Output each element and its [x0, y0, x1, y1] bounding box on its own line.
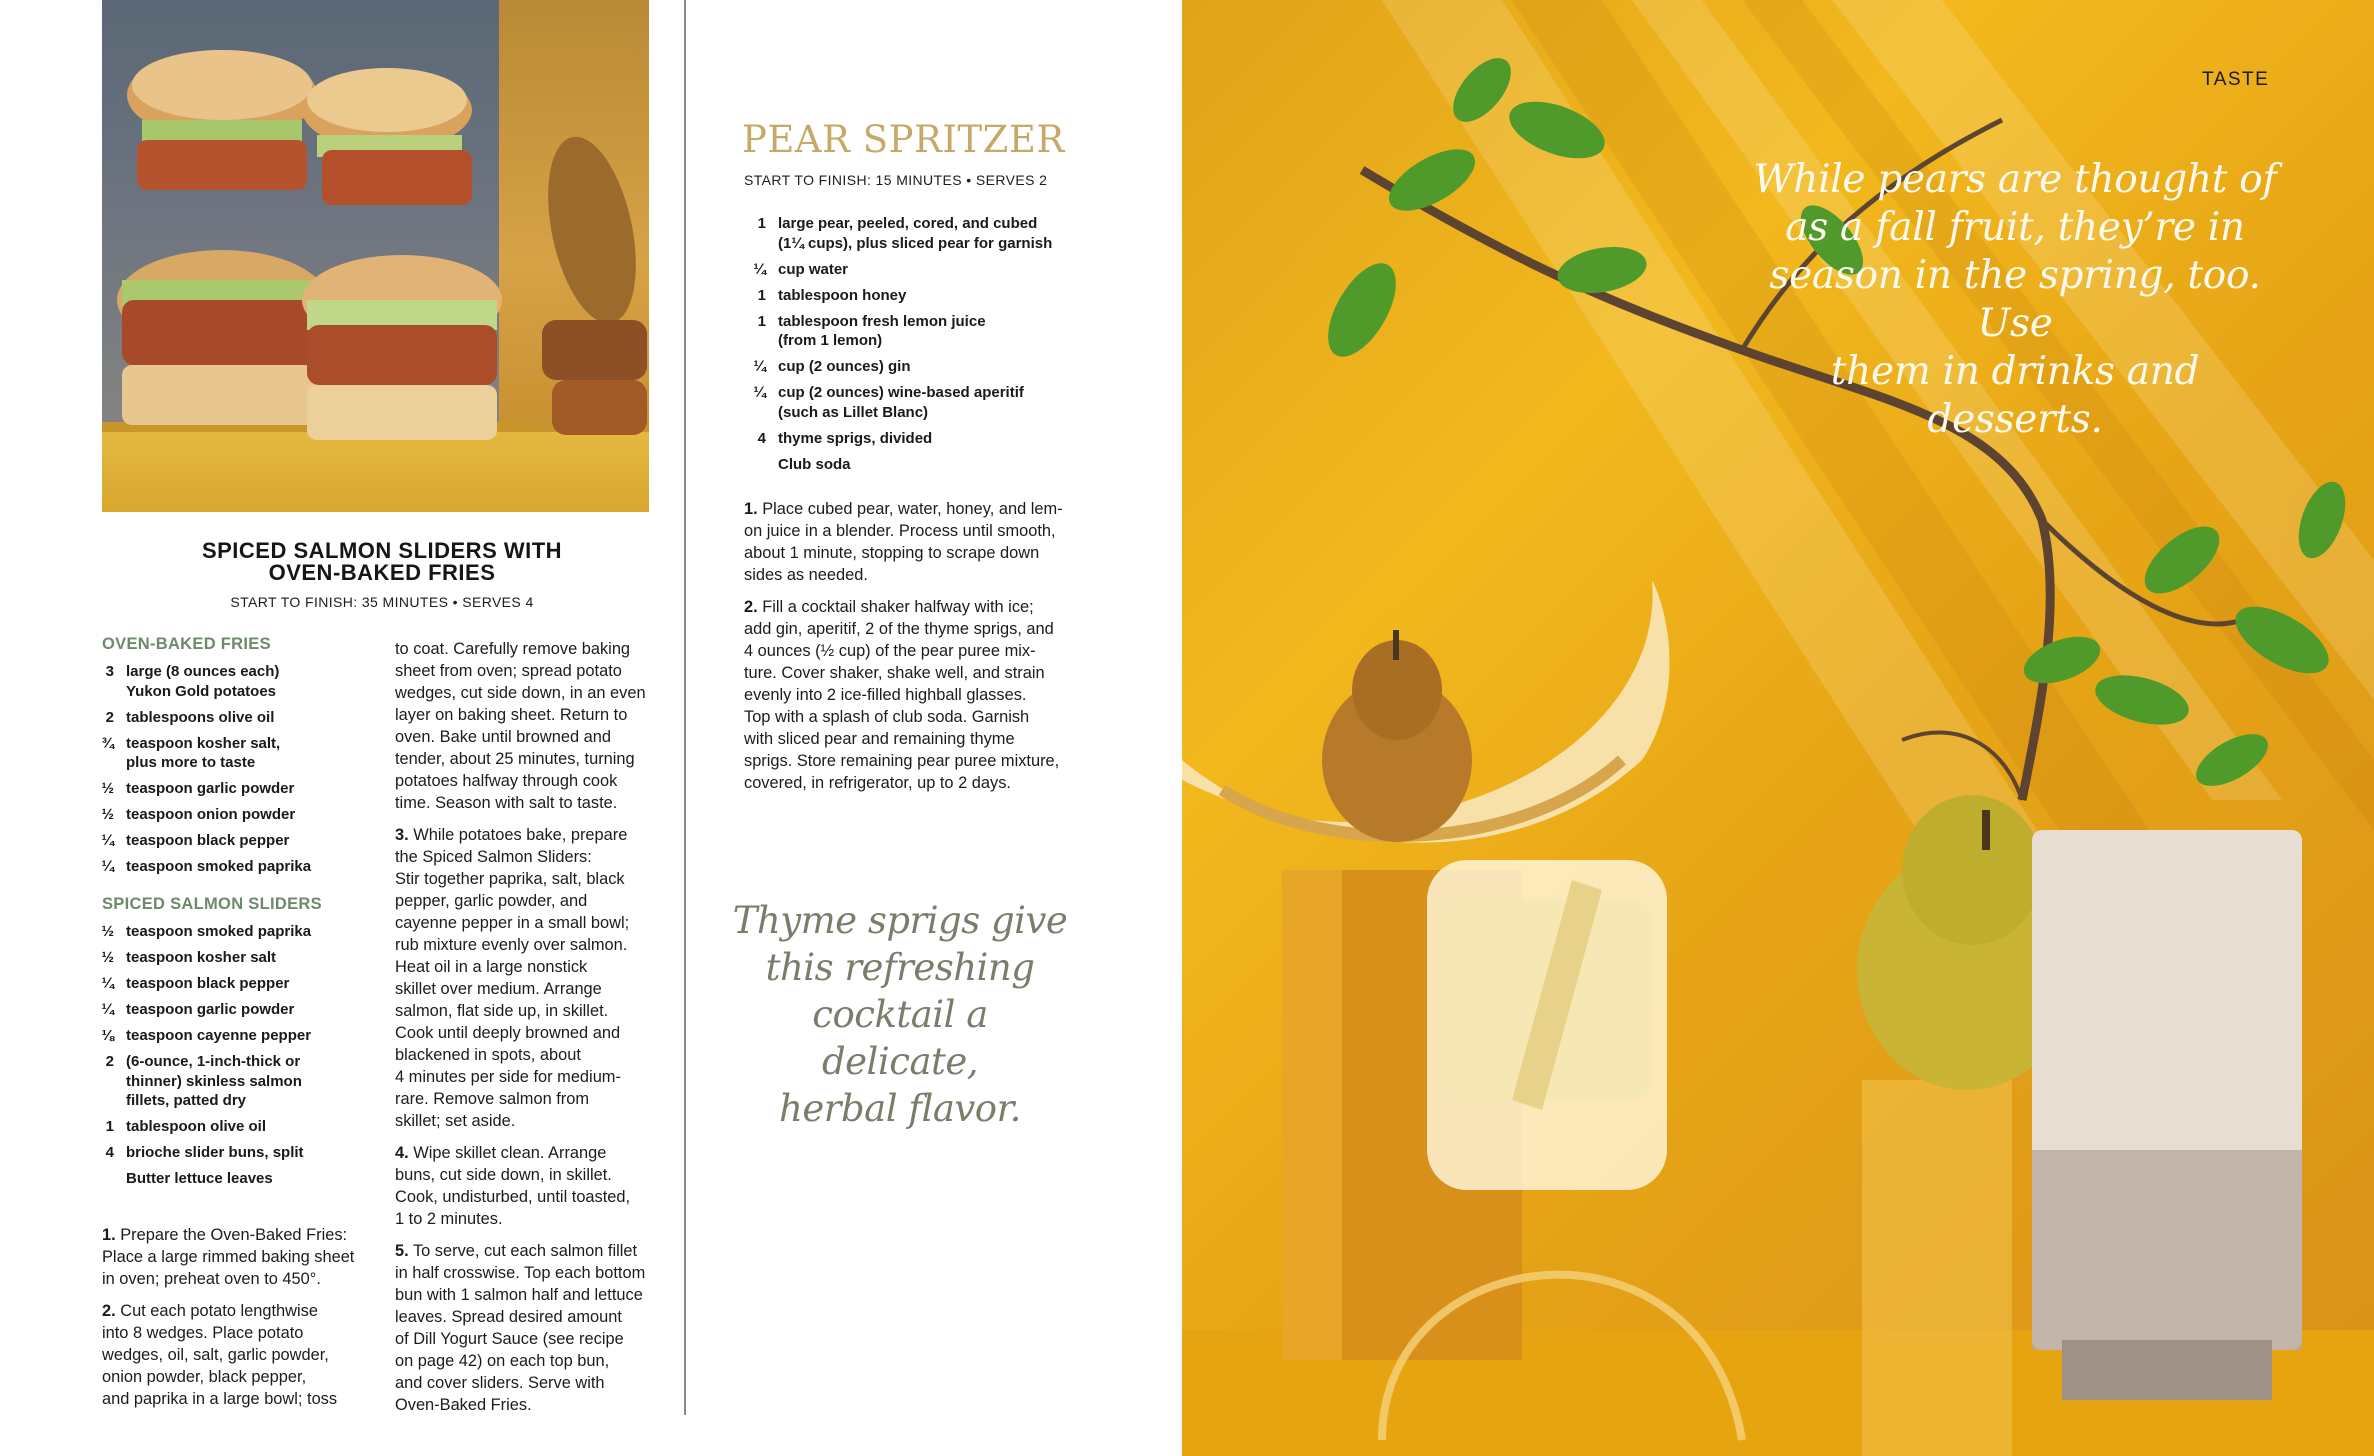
spritzer-ingredient-list: [744, 214, 1124, 481]
step-1: 1. Prepare the Oven-Baked Fries: Place a large rimmed baking sheet in oven; preheat oven to 450°.: [102, 1226, 355, 1288]
ingredient-row: 2 (6-ounce, 1-inch-thick or thinner) skinless salmon fillets, patted dry: [105, 1053, 302, 1109]
ingredient-row: ¼ teaspoon black pepper: [101, 975, 290, 992]
spritzer-steps: [744, 498, 1104, 804]
ingredient-row: ¼ teaspoon black pepper: [101, 832, 290, 849]
photo-pull-quote: While pears are thought of as a fall fruit, they’re in season in the spring, too. Use them in drinks and desserts.: [1753, 157, 2277, 442]
ingredient-row: 4 brioche slider buns, split: [105, 1144, 304, 1161]
fries-heading: OVEN-BAKED FRIES: [102, 635, 271, 653]
salmon-heading: SPICED SALMON SLIDERS: [102, 895, 322, 913]
column-divider: [684, 0, 686, 1415]
ingredient-row: Butter lettuce leaves: [126, 1170, 273, 1187]
ingredient-row: ¾ teaspoon kosher salt, plus more to taste: [101, 734, 281, 771]
step-2-continued: to coat. Carefully remove baking sheet from oven; spread potato wedges, cut side down, in an even layer on baking sheet. Return to oven. Bake until browned and tender, about 25 minutes, turning potatoes halfway through cook time. Season with salt to taste.: [395, 640, 646, 812]
ingredient-row: Club soda: [778, 455, 851, 473]
slider-steps-column: [395, 638, 680, 1426]
ingredient-row: ¼ cup water: [753, 260, 849, 278]
pear-spritzer-meta: START TO FINISH: 15 MINUTES • SERVES 2: [744, 172, 1048, 188]
thyme-pull-quote: Thyme sprigs give this refreshing cocktail a delicate, herbal flavor.: [732, 899, 1068, 1130]
step-4: 4. Wipe skillet clean. Arrange buns, cut side down, in skillet. Cook, undisturbed, until toasted, 1 to 2 minutes.: [395, 1144, 631, 1228]
salmon-sliders-photo: [102, 0, 649, 512]
ingredient-row: 3 large (8 ounces each) Yukon Gold potatoes: [105, 663, 280, 700]
ingredient-row: ½ teaspoon smoked paprika: [101, 923, 312, 940]
ingredient-row: ¼ teaspoon smoked paprika: [101, 858, 312, 875]
ingredient-row: ½ teaspoon garlic powder: [101, 780, 295, 797]
ingredient-row: ¼ cup (2 ounces) wine-based aperitif (such as Lillet Blanc): [753, 384, 1024, 421]
section-label: TASTE: [2202, 69, 2270, 90]
ingredient-row: 1 tablespoon fresh lemon juice (from 1 lemon): [757, 312, 986, 349]
ingredient-row: ¼ teaspoon garlic powder: [101, 1001, 295, 1018]
ingredient-row: 1 large pear, peeled, cored, and cubed (1¼ cups), plus sliced pear for garnish: [757, 215, 1053, 252]
fries-ingredient-list: [92, 662, 392, 883]
recipe-meta: START TO FINISH: 35 MINUTES • SERVES 4: [230, 594, 534, 610]
ingredient-row: ½ teaspoon kosher salt: [101, 949, 277, 966]
fries-steps: [102, 1224, 392, 1420]
step-3: 3. While potatoes bake, prepare the Spiced Salmon Sliders: Stir together paprika, salt, black pepper, garlic powder, and cayenne pepper in a small bowl; rub mixture evenly over salmon. Heat oil in a large nonstick skillet over medium. Arrange salmon, flat side up, in skillet. Cook until deeply browned and blackened in spots, about 4 minutes per side for medium- rare. Remove salmon from skillet; set aside.: [395, 826, 630, 1130]
recipe-title: SPICED SALMON SLIDERS WITH OVEN-BAKED FRIES: [201, 538, 563, 585]
pear-spritzer-title: PEAR SPRITZER: [742, 118, 1065, 161]
ingredient-row: 1 tablespoon olive oil: [105, 1118, 267, 1135]
step-5: 5. To serve, cut each salmon fillet in half crosswise. Top each bottom bun with 1 salmon half and lettuce leaves. Spread desired amount of Dill Yogurt Sauce (see recipe on page 42) on each top bun, and cover sliders. Serve with Oven-Baked Fries.: [395, 1242, 646, 1414]
ingredient-row: ¼ cup (2 ounces) gin: [753, 358, 911, 375]
ingredient-row: 1 tablespoon honey: [757, 286, 907, 304]
step-1: 1. Place cubed pear, water, honey, and lem- on juice in a blender. Process until smooth, about 1 minute, stopping to scrape down sides as needed.: [744, 500, 1063, 584]
ingredient-row: ⅛ teaspoon cayenne pepper: [101, 1027, 312, 1044]
step-2: 2. Cut each potato lengthwise into 8 wedges. Place potato wedges, oil, salt, garlic powder, onion powder, black pepper, and paprika in a large bowl; toss: [102, 1302, 338, 1408]
step-2: 2. Fill a cocktail shaker halfway with ice; add gin, aperitif, 2 of the thyme sprigs, and 4 ounces (½ cup) of the pear puree mix- ture. Cover shaker, shake well, and strain evenly into 2 ice-filled highball glasses. Top with a splash of club soda. Garnish with sliced pear and remaining thyme sprigs. Store remaining pear puree mixture, covered, in refrigerator, up to 2 days.: [744, 598, 1060, 792]
ingredient-row: 2 tablespoons olive oil: [105, 708, 275, 726]
ingredient-row: ½ teaspoon onion powder: [101, 806, 296, 823]
salmon-ingredient-list: [92, 922, 392, 1195]
ingredient-row: 4 thyme sprigs, divided: [757, 429, 933, 447]
